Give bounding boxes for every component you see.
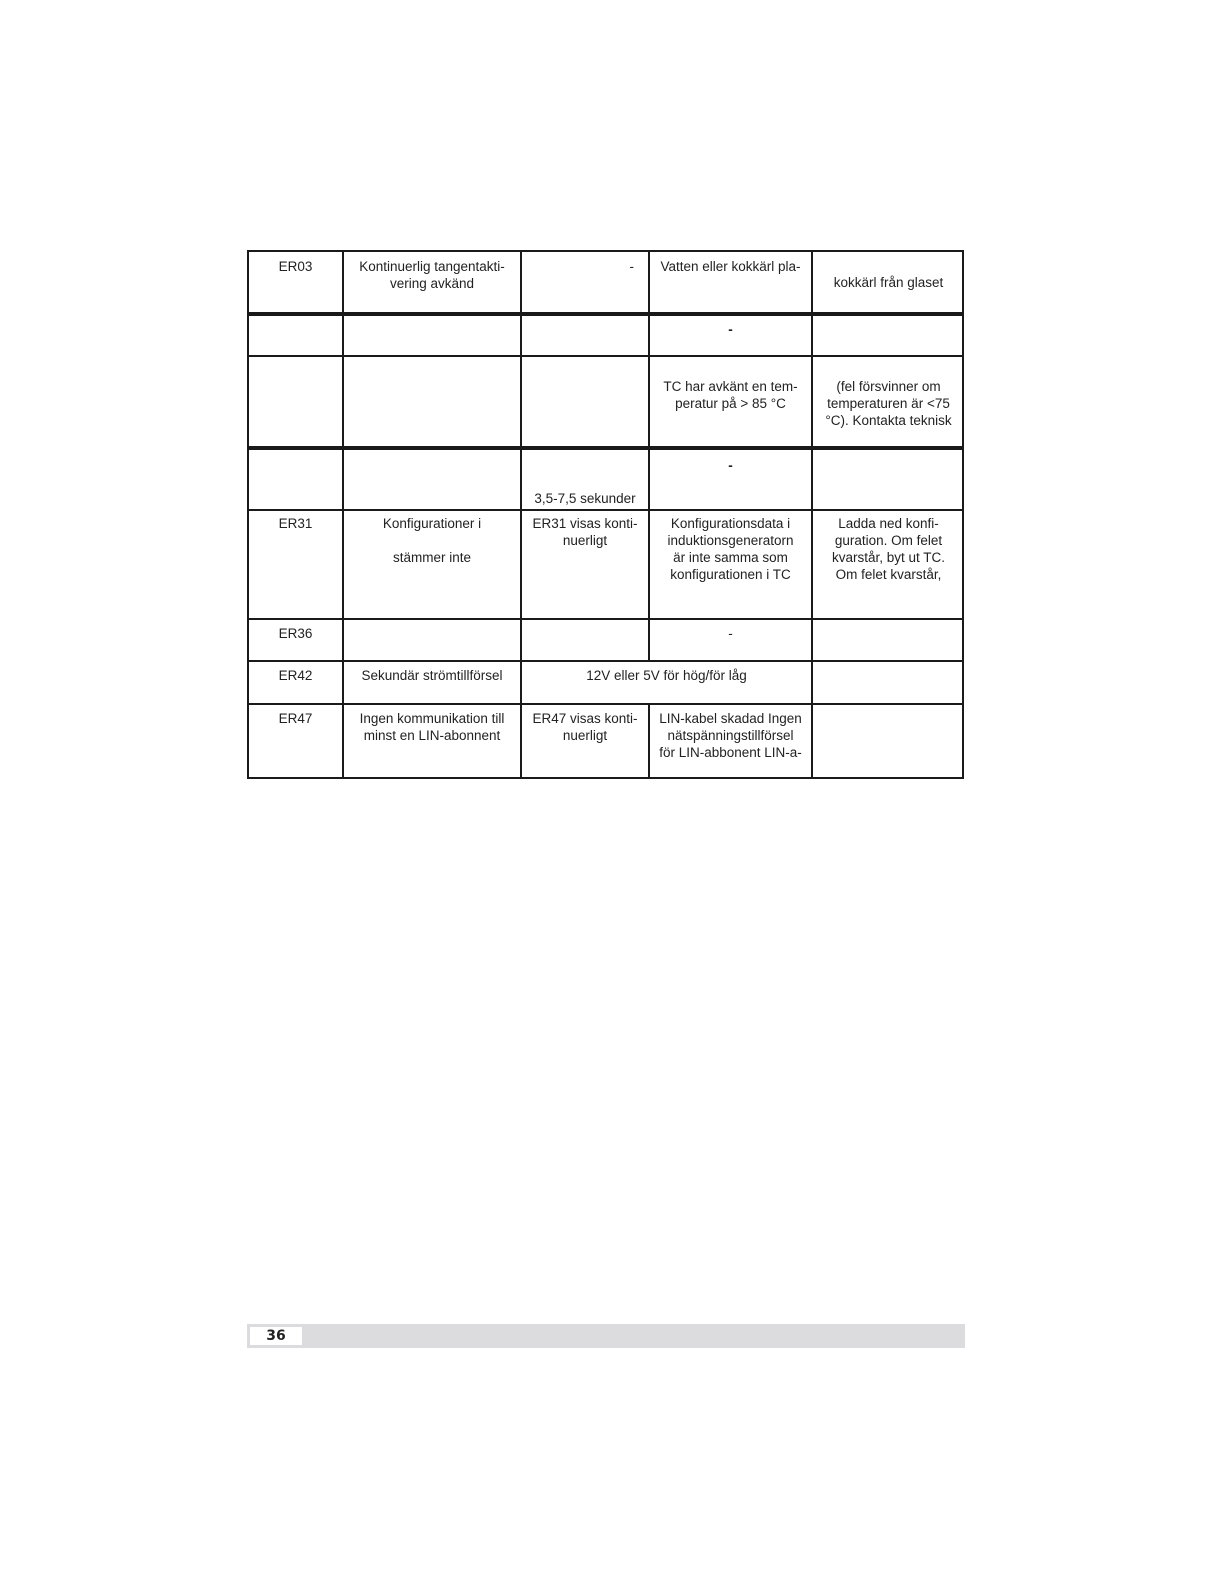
cause-cell: LIN-kabel skadad Ingen nätspänningstillförsel för LIN-abbonent LIN-a- bbox=[659, 711, 802, 760]
fault-code-table bbox=[247, 250, 964, 779]
description-cell: Ingen kommunikation till minst en LIN-abonnent bbox=[359, 711, 505, 743]
row-divider bbox=[249, 660, 962, 662]
display-cell: 3,5-7,5 sekunder bbox=[534, 491, 636, 506]
remedy-cell: Ladda ned konfi- guration. Om felet kvarstår, byt ut TC. Om felet kvarstår, bbox=[831, 516, 946, 582]
display-cell: ER31 visas konti- nuerligt bbox=[532, 516, 638, 548]
page-footer-bar bbox=[247, 1324, 965, 1348]
row-divider bbox=[249, 618, 962, 620]
description-cell-top: Konfigurationer i bbox=[382, 516, 482, 531]
code-cell: ER36 bbox=[278, 626, 313, 641]
cause-cell: - bbox=[728, 626, 733, 641]
display-cell: ER47 visas konti- nuerligt bbox=[532, 711, 638, 743]
remedy-cell: (fel försvinner om temperaturen är <75 °C). Kontakta teknisk bbox=[825, 379, 952, 428]
cause-cell: - bbox=[728, 322, 733, 337]
code-cell: ER42 bbox=[278, 668, 313, 683]
row-divider bbox=[249, 355, 962, 357]
merged-display-cause-cell: 12V eller 5V för hög/för låg bbox=[586, 668, 747, 683]
description-cell: Kontinuerlig tangentakti- vering avkänd bbox=[359, 259, 505, 291]
cause-cell: Vatten eller kokkärl pla- bbox=[660, 259, 801, 274]
page-number: 36 bbox=[250, 1327, 302, 1345]
cause-cell: - bbox=[728, 458, 733, 473]
row-divider bbox=[249, 312, 962, 316]
cause-cell: TC har avkänt en tem- peratur på > 85 °C bbox=[663, 379, 798, 411]
description-cell-bottom: stämmer inte bbox=[392, 550, 472, 565]
row-divider bbox=[249, 509, 962, 511]
cause-cell: Konfigurationsdata i induktionsgeneratorn är inte samma som konfigurationen i TC bbox=[667, 516, 794, 582]
code-cell: ER47 bbox=[278, 711, 313, 726]
code-cell: ER03 bbox=[278, 259, 313, 274]
row-divider bbox=[249, 703, 962, 705]
display-cell: - bbox=[629, 259, 634, 274]
row-divider bbox=[249, 446, 962, 450]
code-cell: ER31 bbox=[278, 516, 313, 531]
remedy-cell: kokkärl från glaset bbox=[833, 275, 944, 290]
description-cell: Sekundär strömtillförsel bbox=[361, 668, 503, 683]
